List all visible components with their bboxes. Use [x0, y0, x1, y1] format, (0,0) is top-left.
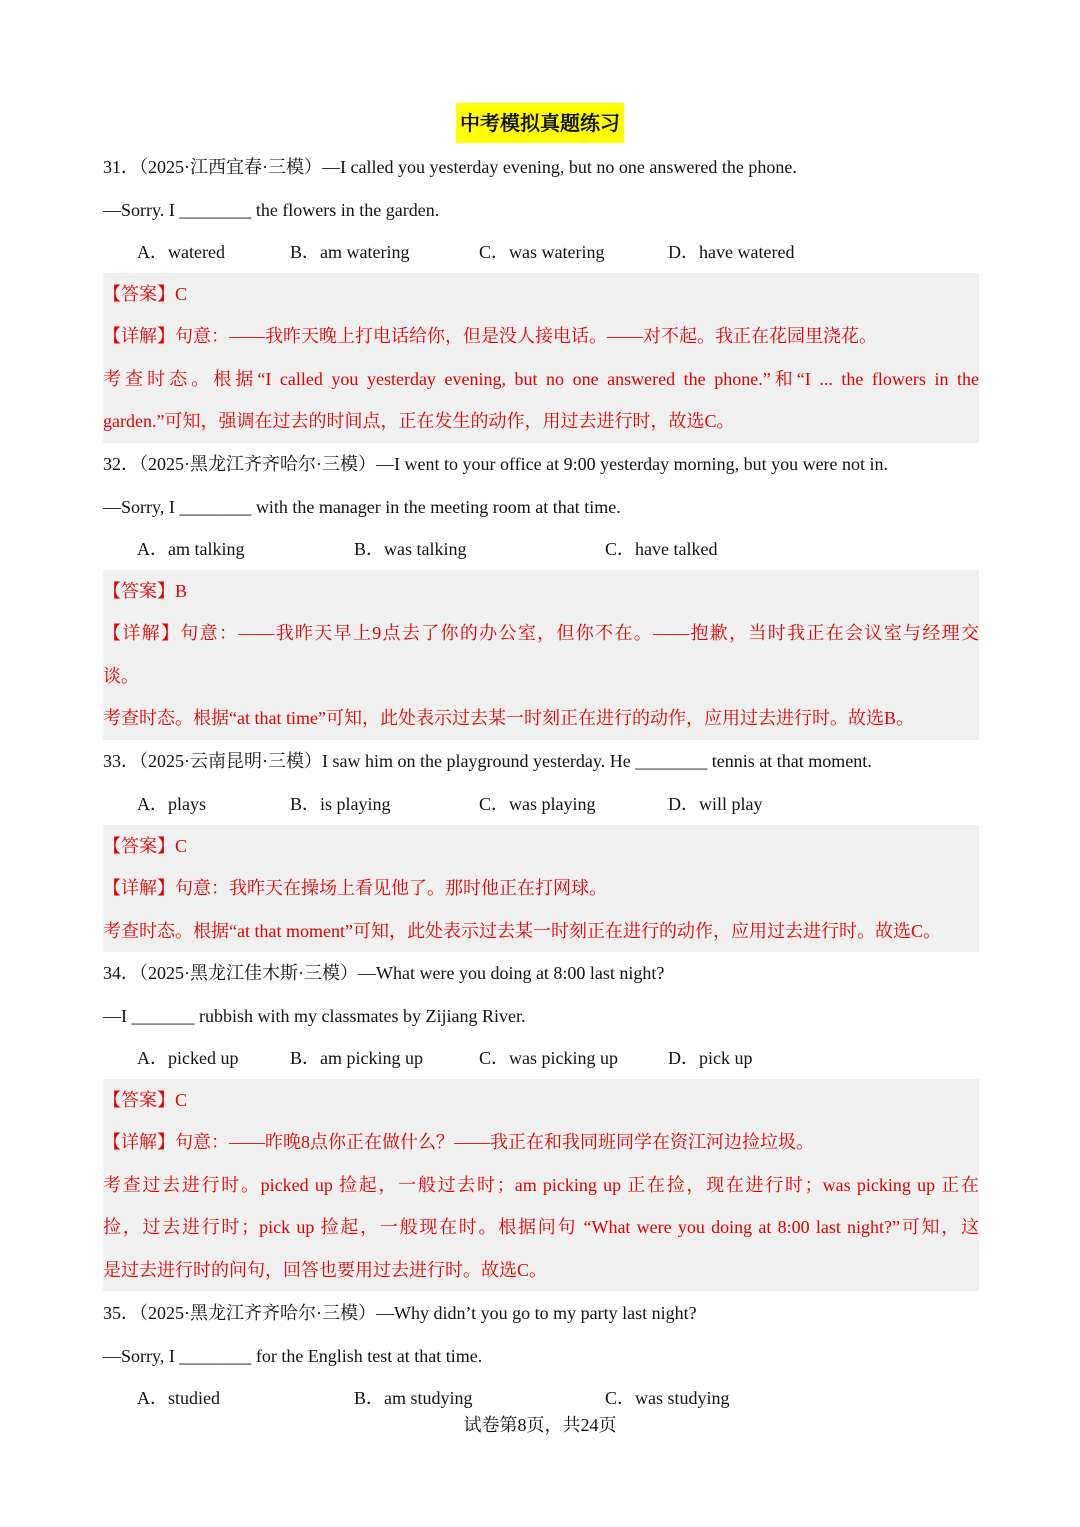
question-32-stem: 32．（2025·黑龙江齐齐哈尔·三模）—I went to your office at 9:00 yesterday morning, but you were not in.	[103, 454, 889, 474]
option-b: B．is playing	[290, 794, 391, 814]
answer-32: 【答案】B	[103, 581, 188, 601]
answer-31: 【答案】C	[103, 284, 188, 304]
explain-34-line2: 考查过去进行时。picked up 捡起，一般过去时；am picking up 正在捡，现在进行时；was picking up 正在	[103, 1175, 979, 1195]
explain-34-line4: 是过去进行时的问句，回答也要用过去进行时。故选C。	[103, 1260, 548, 1280]
answer-block-32	[103, 570, 979, 740]
question-35-options	[0, 1383, 1080, 1413]
question-33-stem: 33．（2025·云南昆明·三模）I saw him on the playground yesterday. He ________ tennis at that moment.	[103, 751, 872, 771]
option-a: A．studied	[137, 1388, 220, 1408]
question-33-options	[0, 789, 1080, 819]
answer-block-31	[103, 273, 979, 443]
option-b: B．am watering	[290, 242, 410, 262]
answer-block-33	[103, 825, 979, 952]
answer-34: 【答案】C	[103, 1090, 188, 1110]
explain-32-line1: 【详解】句意：——我昨天早上9点去了你的办公室，但你不在。——抱歉，当时我正在会议室与经理交	[103, 623, 979, 643]
option-b: B．was talking	[354, 539, 467, 559]
question-35-stem: 35．（2025·黑龙江齐齐哈尔·三模）—Why didn’t you go to my party last night?	[103, 1303, 697, 1323]
explain-34-line3: 捡，过去进行时；pick up 捡起，一般现在时。根据问句 “What were you doing at 8:00 last night?”可知，这	[103, 1217, 979, 1237]
explain-33-line1: 【详解】句意：我昨天在操场上看见他了。那时他正在打网球。	[103, 878, 607, 898]
question-34-stem: 34．（2025·黑龙江佳木斯·三模）—What were you doing at 8:00 last night?	[103, 963, 665, 983]
explain-33-line2: 考查时态。根据“at that moment”可知，此处表示过去某一时刻正在进行的动作，应用过去进行时。故选C。	[103, 921, 941, 941]
answer-33: 【答案】C	[103, 836, 188, 856]
option-a: A．am talking	[137, 539, 245, 559]
page-title: 中考模拟真题练习	[456, 103, 624, 143]
title-wrap	[0, 103, 1080, 143]
option-b: B．am picking up	[290, 1048, 423, 1068]
explain-31-line1: 【详解】句意：——我昨天晚上打电话给你，但是没人接电话。——对不起。我正在花园里浇花。	[103, 326, 877, 346]
question-31-stem: 31．（2025·江西宜春·三模）—I called you yesterday evening, but no one answered the phone.	[103, 157, 797, 177]
answer-block-34	[103, 1079, 979, 1291]
explain-31-line2: 考查时态。根据“I called you yesterday evening, but no one answered the phone.”和“I ... the flowers in the	[103, 369, 979, 389]
option-a: A．watered	[137, 242, 225, 262]
option-d: D．pick up	[668, 1048, 753, 1068]
explain-31-line3: garden.”可知，强调在过去的时间点，正在发生的动作，用过去进行时，故选C。	[103, 411, 735, 431]
option-c: C．have talked	[605, 539, 718, 559]
option-a: A．plays	[137, 794, 206, 814]
option-c: C．was watering	[479, 242, 605, 262]
option-d: D．have watered	[668, 242, 795, 262]
question-35-line2: —Sorry, I ________ for the English test at that time.	[103, 1346, 483, 1366]
question-32-line2: —Sorry, I ________ with the manager in the meeting room at that time.	[103, 497, 621, 517]
explain-34-line1: 【详解】句意：——昨晚8点你正在做什么？——我正在和我同班同学在资江河边捡垃圾。	[103, 1132, 814, 1152]
explain-32-line2: 谈。	[103, 666, 139, 686]
option-a: A．picked up	[137, 1048, 239, 1068]
option-b: B．am studying	[354, 1388, 473, 1408]
page-footer: 试卷第8页，共24页	[463, 1415, 617, 1435]
option-c: C．was studying	[605, 1388, 730, 1408]
option-c: C．was playing	[479, 794, 596, 814]
question-34-line2: —I _______ rubbish with my classmates by Zijiang River.	[103, 1006, 526, 1026]
question-31-options	[0, 237, 1080, 267]
question-31-line2: —Sorry. I ________ the flowers in the garden.	[103, 200, 440, 220]
option-c: C．was picking up	[479, 1048, 618, 1068]
option-d: D．will play	[668, 794, 763, 814]
question-32-options	[0, 534, 1080, 564]
explain-32-line3: 考查时态。根据“at that time”可知，此处表示过去某一时刻正在进行的动作，应用过去进行时。故选B。	[103, 708, 914, 728]
question-34-options	[0, 1043, 1080, 1073]
